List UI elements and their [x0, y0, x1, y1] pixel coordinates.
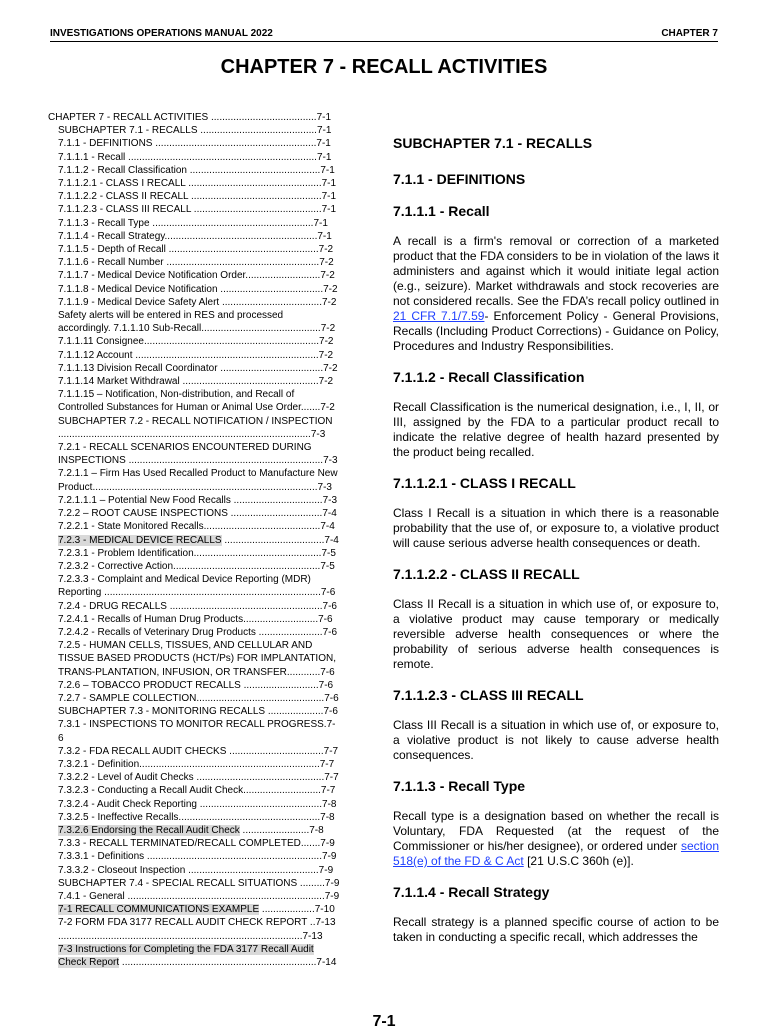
toc-entry-page: 7-2: [320, 270, 335, 282]
toc-entry[interactable]: [48, 837, 376, 850]
toc-entry-page: 7-2: [318, 376, 334, 388]
toc-entry-page: 7-13: [302, 930, 323, 942]
toc-entry-text: 7.3.2.4 - Audit Check Reporting ............................................: [58, 798, 322, 810]
toc-entry-text: Reporting ..............................................................................: [58, 587, 321, 599]
toc-entry[interactable]: [48, 388, 376, 401]
toc-entry-text: 7.2.3.1 - Problem Identification..............................................: [58, 547, 322, 559]
recall-strategy-paragraph: Recall strategy is a planned specific course of action to be taken in conducting a specific recall, which addresses the: [393, 915, 719, 944]
toc-entry[interactable]: [48, 784, 376, 797]
toc-entry[interactable]: [48, 441, 376, 454]
toc-entry-leader: ...................: [259, 904, 315, 916]
toc-entry-text: accordingly. 7.1.1.10 Sub-Recall...........................................: [58, 323, 321, 335]
toc-entry-text: 7.1.1.14 Market Withdrawal .................................................: [58, 376, 319, 388]
toc-entry[interactable]: [48, 190, 376, 203]
toc-entry-text: 7.1.1.11 Consignee...............................................................: [58, 336, 320, 348]
toc-entry-leader: ........................: [239, 824, 310, 836]
toc-entry-text: SUBCHAPTER 7.3 - MONITORING RECALLS ....................: [58, 706, 324, 718]
toc-entry[interactable]: [48, 230, 376, 243]
toc-entry-page: 7-5: [320, 560, 335, 572]
class-iii-heading: 7.1.1.2.3 - CLASS III RECALL: [393, 687, 584, 703]
table-of-contents: [48, 111, 376, 969]
toc-entry-text: 7.1.1.1 - Recall ....................................................................: [58, 151, 317, 163]
toc-entry-text: 7.2.1.1.1 – Potential New Food Recalls ................................: [58, 494, 323, 506]
toc-entry[interactable]: [48, 428, 376, 441]
toc-entry-page: 7-2: [323, 283, 338, 295]
toc-entry-text: INSPECTIONS ......................................................................: [58, 455, 324, 467]
toc-entry-leader: ....................................: [221, 534, 325, 546]
toc-entry-text: 7.3.2.3 - Conducting a Recall Audit Check............................: [58, 785, 321, 797]
toc-entry-text: 7.2.2.1 - State Monitored Recalls..........................................: [58, 521, 321, 533]
toc-entry-page: 7-2: [319, 257, 334, 269]
toc-entry-page: 7-2: [319, 336, 334, 348]
toc-entry[interactable]: [48, 256, 376, 269]
chapter-label: CHAPTER 7: [661, 28, 718, 39]
toc-entry-text: 7.3.3 - RECALL TERMINATED/RECALL COMPLETED.......: [58, 838, 321, 850]
toc-entry-text: 7.2.7 - SAMPLE COLLECTION..............................................: [58, 692, 325, 704]
toc-entry-page: 7-1: [321, 204, 337, 216]
toc-entry[interactable]: [48, 375, 376, 388]
toc-entry-page: 7-2: [318, 244, 334, 256]
toc-entry[interactable]: [48, 124, 376, 137]
toc-entry[interactable]: [48, 151, 376, 164]
toc-entry-text: 7.2.4.2 - Recalls of Veterinary Drug Products .......................: [58, 626, 323, 638]
toc-entry-page: 7-1: [321, 178, 337, 190]
cfr-link[interactable]: 21 CFR 7.1/7.59: [393, 309, 485, 323]
toc-entry-text: Safety alerts will be entered in RES and processed: [58, 310, 284, 322]
toc-entry[interactable]: [48, 903, 376, 916]
toc-entry-text: ........................................................................................: [58, 930, 303, 942]
type-text-2: [21 U.S.C 360h (e)].: [523, 854, 634, 868]
toc-entry-page: 7-3: [310, 428, 326, 440]
toc-entry[interactable]: [48, 415, 376, 428]
toc-entry[interactable]: [48, 335, 376, 348]
toc-entry-page: 7-8: [309, 824, 324, 836]
toc-entry-text: 7.2.1 - RECALL SCENARIOS ENCOUNTERED DURING: [58, 442, 312, 454]
toc-entry-text: 7-1 RECALL COMMUNICATIONS EXAMPLE: [58, 904, 260, 916]
toc-entry-page: 7-6: [318, 613, 333, 625]
recall-strategy-heading: 7.1.1.4 - Recall Strategy: [393, 884, 550, 900]
recall-type-heading: 7.1.1.3 - Recall Type: [393, 778, 526, 794]
toc-entry-page: 7-2: [318, 349, 334, 361]
toc-entry[interactable]: [48, 217, 376, 230]
toc-entry[interactable]: [48, 626, 376, 639]
toc-entry[interactable]: [48, 771, 376, 784]
toc-entry-text: 7.1.1.5 - Depth of Recall ......................................................: [58, 244, 319, 256]
toc-entry[interactable]: [48, 203, 376, 216]
class-ii-heading: 7.1.1.2.2 - CLASS II RECALL: [393, 566, 580, 582]
toc-entry-page: 7-7: [320, 785, 336, 797]
toc-entry-text: 7.1.1.2 - Recall Classification ...............................................: [58, 164, 321, 176]
toc-entry[interactable]: [48, 243, 376, 256]
toc-entry[interactable]: [48, 877, 376, 890]
toc-entry-page: 7-9: [324, 877, 340, 889]
toc-entry-page: 7-1: [316, 125, 332, 137]
toc-entry-page: 7-2: [323, 362, 338, 374]
type-text-1: Recall type is a designation based on whether the recall is Voluntary, FDA Requested (at the request of the Commissioner or his/her designee), or ordered under: [393, 809, 719, 853]
toc-entry[interactable]: [48, 758, 376, 771]
toc-entry-text: 7.3.2.5 - Ineffective Recalls...................................................: [58, 811, 321, 823]
toc-entry-text: 7-2 FORM FDA 3177 RECALL AUDIT CHECK REPORT ..: [58, 917, 316, 929]
toc-entry[interactable]: [48, 322, 376, 335]
page-number: 7-1: [372, 1013, 396, 1030]
toc-entry-text: 7.4.1 - General .......................................................................: [58, 890, 325, 902]
toc-entry-page: 7-4: [324, 534, 339, 546]
toc-entry-text: 7.2.5 - HUMAN CELLS, TISSUES, AND CELLULAR AND: [58, 640, 313, 652]
toc-entry-text: 7.1.1.7 - Medical Device Notification Order...........................: [58, 270, 321, 282]
classification-heading: 7.1.1.2 - Recall Classification: [393, 369, 585, 385]
toc-entry-page: 7-6: [320, 666, 335, 678]
toc-entry[interactable]: [48, 652, 376, 665]
toc-entry-page: 7-2: [320, 323, 336, 335]
toc-entry[interactable]: [48, 666, 376, 679]
toc-entry-page: 7-3: [323, 455, 338, 467]
toc-entry-text: TRANS-PLANTATION, INFUSION, OR TRANSFER............: [58, 666, 321, 678]
toc-entry-text: Check Report: [58, 957, 120, 968]
classification-paragraph: Recall Classification is the numerical designation, i.e., I, II, or III, assigned by the FDA to a particular product recall to indicate the relative degree of health hazard presented by the product being recalled.: [393, 400, 719, 459]
toc-entry[interactable]: [48, 745, 376, 758]
toc-entry[interactable]: [48, 732, 376, 745]
toc-entry-text: 7-3 Instructions for Completing the FDA 3177 Recall Audit: [58, 943, 314, 955]
toc-entry[interactable]: [48, 111, 376, 124]
toc-entry-text: Controlled Substances for Human or Animal Use Order.......: [58, 402, 321, 414]
toc-entry-text: 7.2.4 - DRUG RECALLS .......................................................: [58, 600, 323, 612]
toc-entry-page: 7-7: [323, 745, 339, 757]
toc-entry[interactable]: [48, 573, 376, 586]
toc-entry[interactable]: [48, 520, 376, 533]
page-title: CHAPTER 7 - RECALL ACTIVITIES: [220, 56, 548, 78]
toc-entry-page: 7-10: [314, 904, 335, 916]
toc-entry[interactable]: [48, 890, 376, 903]
toc-entry-page: 7-6: [323, 706, 338, 718]
toc-entry-text: CHAPTER 7 - RECALL ACTIVITIES ......................................: [48, 112, 317, 123]
manual-title: INVESTIGATIONS OPERATIONS MANUAL 2022: [50, 28, 273, 39]
toc-entry[interactable]: [48, 296, 376, 309]
toc-entry-text: SUBCHAPTER 7.2 - RECALL NOTIFICATION / INSPECTION: [58, 415, 333, 427]
toc-entry[interactable]: [48, 600, 376, 613]
toc-entry-page: 7-1: [316, 112, 332, 123]
toc-entry[interactable]: [48, 692, 376, 705]
toc-entry[interactable]: [48, 613, 376, 626]
toc-entry[interactable]: [48, 639, 376, 652]
toc-entry-text: 7.1.1.2.1 - CLASS I RECALL ................................................: [58, 178, 322, 190]
toc-entry[interactable]: [48, 718, 376, 731]
toc-entry[interactable]: [48, 560, 376, 573]
toc-entry-page: 7-8: [322, 798, 337, 810]
toc-entry[interactable]: [48, 283, 376, 296]
toc-entry[interactable]: [48, 362, 376, 375]
subchapter-heading: SUBCHAPTER 7.1 - RECALLS: [393, 135, 593, 151]
toc-entry-page: 7-8: [320, 811, 335, 823]
toc-entry[interactable]: [48, 349, 376, 362]
toc-entry[interactable]: [48, 309, 376, 322]
toc-entry-text: 7.1.1 - DEFINITIONS ..........................................................: [58, 138, 317, 150]
class-iii-paragraph: Class III Recall is a situation in which use of, or exposure to, a violative product is not likely to cause adverse health consequences.: [393, 718, 719, 762]
main-content: [393, 134, 719, 959]
toc-entry-text: 7.1.1.13 Division Recall Coordinator .....................................: [58, 362, 324, 374]
toc-entry-text: 7.2.4.1 - Recalls of Human Drug Products...........................: [58, 613, 319, 625]
toc-entry-page: 7-3: [322, 494, 338, 506]
recall-type-paragraph: [393, 809, 719, 869]
toc-entry-text: 7.1.1.15 – Notification, Non-distribution, and Recall of: [58, 389, 295, 401]
toc-entry[interactable]: [48, 798, 376, 811]
toc-entry[interactable]: [48, 943, 376, 956]
fdc-act-link[interactable]: section 518(e) of the FD & C Act: [393, 839, 719, 868]
toc-entry-page: 7-7: [324, 772, 339, 784]
toc-entry-page: 7-6: [324, 692, 339, 704]
toc-entry-page: 7-14: [316, 957, 337, 968]
toc-entry-text: 7.2.6 – TOBACCO PRODUCT RECALLS ...........................: [58, 679, 319, 691]
toc-entry-text: 7.3.2.2 - Level of Audit Checks ..............................................: [58, 772, 325, 784]
toc-entry[interactable]: [48, 269, 376, 282]
toc-entry[interactable]: [48, 864, 376, 877]
toc-entry-text: 7.2.1.1 – Firm Has Used Recalled Product to Manufacture New: [58, 468, 338, 480]
toc-entry-page: 7-1: [313, 217, 328, 229]
toc-entry-text: 7.1.1.3 - Recall Type ..........................................................: [58, 217, 314, 229]
toc-entry[interactable]: [48, 586, 376, 599]
toc-entry-text: 7.3.3.1 - Definitions ...............................................................: [58, 851, 322, 863]
toc-entry-page: 7-13: [315, 917, 336, 929]
toc-entry[interactable]: [48, 930, 376, 943]
toc-entry-page: 7-4: [322, 508, 337, 520]
toc-entry[interactable]: [48, 916, 376, 929]
toc-entry-page: 7-6: [322, 626, 338, 638]
toc-entry[interactable]: [48, 824, 376, 837]
toc-entry-text: 7.3.2 - FDA RECALL AUDIT CHECKS ..................................: [58, 745, 324, 757]
toc-entry-text: SUBCHAPTER 7.4 - SPECIAL RECALL SITUATIONS .........: [58, 877, 325, 889]
toc-entry-text: 7.1.1.8 - Medical Device Notification .....................................: [58, 283, 324, 295]
toc-entry-text: 7.1.1.6 - Recall Number .......................................................: [58, 257, 320, 269]
toc-entry-text: 7.2.3.3 - Complaint and Medical Device Reporting (MDR): [58, 574, 311, 586]
toc-entry[interactable]: [48, 534, 376, 547]
toc-entry-page: 7-4: [320, 521, 335, 533]
toc-entry[interactable]: [48, 454, 376, 467]
toc-entry-page: 7-6: [320, 587, 336, 599]
definitions-heading: 7.1.1 - DEFINITIONS: [393, 171, 526, 187]
toc-entry-page: 7-3: [317, 481, 332, 493]
toc-entry-page: 7-1: [320, 164, 335, 176]
toc-entry-page: 7-9: [321, 851, 337, 863]
toc-entry-text: 7.3.2.1 - Definition.................................................................: [58, 758, 320, 770]
toc-entry[interactable]: [48, 850, 376, 863]
toc-entry-page: 7-9: [320, 838, 335, 850]
toc-entry[interactable]: [48, 177, 376, 190]
recall-text-1: A recall is a firm's removal or correction of a marketed product that the FDA considers to be in violation of the laws it administers and against which it would initiate legal action (e.g., seizure). Market withdrawals and stock recoveries are not considered recalls. See the FDA’s recall policy outlined in: [393, 234, 719, 308]
toc-entry-text: 7.3.1 - INSPECTIONS TO MONITOR RECALL PROGRESS.7-: [58, 719, 336, 731]
toc-entry-text: 7.1.1.2.2 - CLASS II RECALL ...............................................: [58, 191, 322, 203]
class-i-heading: 7.1.1.2.1 - CLASS I RECALL: [393, 475, 576, 491]
toc-entry[interactable]: [48, 494, 376, 507]
running-header: [50, 28, 718, 42]
toc-entry-text: 7.3.2.6 Endorsing the Recall Audit Check: [58, 824, 240, 836]
toc-entry-text: 7.2.3.2 - Corrective Action.....................................................: [58, 560, 321, 572]
toc-entry-page: 7-9: [324, 890, 340, 902]
toc-entry[interactable]: [48, 481, 376, 494]
toc-entry-text: 7.3.3.2 - Closeout Inspection ...............................................: [58, 864, 319, 876]
toc-entry[interactable]: [48, 401, 376, 414]
toc-entry-page: 7-1: [316, 138, 331, 150]
toc-entry-leader: ......................................................................: [119, 957, 317, 968]
toc-entry[interactable]: [48, 467, 376, 480]
toc-entry-text: 7.1.1.4 - Recall Strategy.......................................................: [58, 230, 318, 242]
toc-entry-page: 7-2: [320, 402, 335, 414]
toc-entry-page: 7-6: [322, 600, 337, 612]
toc-entry-page: 7-2: [321, 296, 337, 308]
toc-entry[interactable]: [48, 811, 376, 824]
class-ii-paragraph: Class II Recall is a situation in which use of, or exposure to, a violative product may cause temporary or medically reversible adverse health consequences or where the probability of serious adverse health consequences is remote.: [393, 597, 719, 671]
toc-entry-text: 7.1.1.9 - Medical Device Safety Alert ....................................: [58, 296, 322, 308]
class-i-paragraph: Class I Recall is a situation in which there is a reasonable probability that the use of, or exposure to, a violative product will cause serious adverse health consequences or death.: [393, 506, 719, 550]
toc-entry-text: 7.2.2 – ROOT CAUSE INSPECTIONS .................................: [58, 508, 323, 520]
recall-text-2: - Enforcement Policy - General Provisions, Recalls (Including Product Corrections) - Guidance on Policy, Procedures and Industry Responsibilities.: [393, 309, 719, 353]
toc-entry-text: 7.2.3 - MEDICAL DEVICE RECALLS: [58, 534, 222, 546]
toc-entry[interactable]: [48, 547, 376, 560]
toc-entry-page: 7-6: [318, 679, 334, 691]
toc-entry[interactable]: [48, 137, 376, 150]
toc-entry[interactable]: [48, 507, 376, 520]
toc-entry-text: SUBCHAPTER 7.1 - RECALLS ..........................................: [58, 125, 317, 137]
toc-entry-page: 7-9: [318, 864, 334, 876]
toc-entry[interactable]: [48, 705, 376, 718]
toc-entry-page: 7-1: [321, 191, 337, 203]
recall-heading: 7.1.1.1 - Recall: [393, 203, 490, 219]
recall-paragraph: [393, 234, 719, 354]
toc-entry-page: 7-1: [317, 230, 332, 242]
toc-entry-text: 7.1.1.2.3 - CLASS III RECALL ..............................................: [58, 204, 322, 216]
toc-entry-text: 7.1.1.12 Account ..................................................................: [58, 349, 319, 361]
toc-entry-text: ...........................................................................................: [58, 428, 311, 440]
toc-entry-text: 6: [58, 732, 64, 744]
toc-entry-text: Product.................................................................................: [58, 481, 318, 493]
toc-entry-page: 7-1: [316, 151, 332, 163]
toc-entry-page: 7-5: [321, 547, 336, 559]
toc-entry[interactable]: [48, 164, 376, 177]
toc-entry-text: TISSUE BASED PRODUCTS (HCT/Ps) FOR IMPLANTATION,: [58, 653, 336, 665]
toc-entry-page: 7-7: [319, 758, 335, 770]
toc-entry[interactable]: [48, 679, 376, 692]
toc-entry[interactable]: [48, 956, 376, 969]
